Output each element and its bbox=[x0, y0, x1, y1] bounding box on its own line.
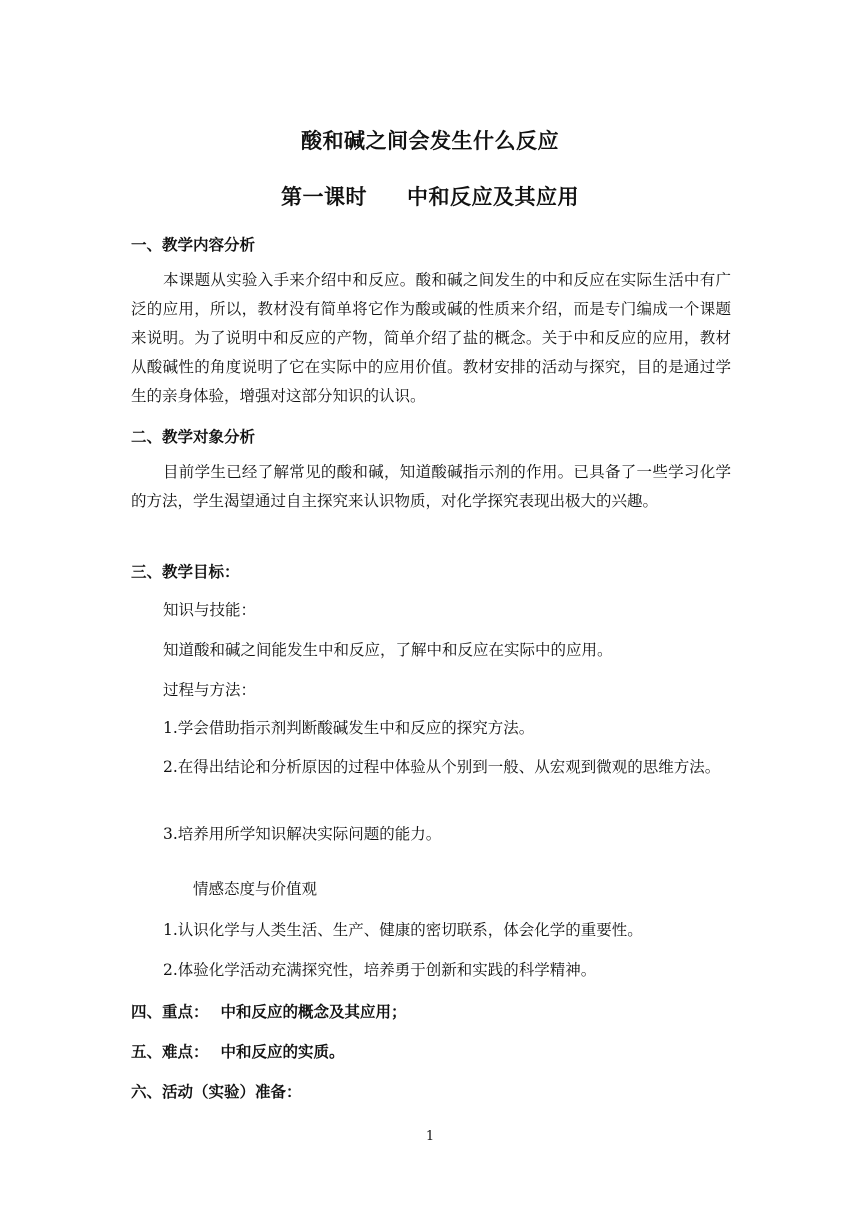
process-item-1: 1.学会借助指示剂判断酸碱发生中和反应的探究方法。 bbox=[163, 719, 535, 737]
document-subtitle bbox=[0, 181, 860, 211]
key-point-label: 四、重点： bbox=[131, 1003, 209, 1021]
section-heading-student-analysis: 二、教学对象分析 bbox=[131, 428, 256, 446]
emotion-item-2: 2.体验化学活动充满探究性，培养勇于创新和实践的科学精神。 bbox=[163, 961, 597, 979]
emotion-item-1: 1.认识化学与人类生活、生产、健康的密切联系，体会化学的重要性。 bbox=[163, 921, 643, 939]
process-item-3: 3.培养用所学知识解决实际问题的能力。 bbox=[163, 825, 442, 843]
lesson-label: 第一课时 bbox=[281, 185, 367, 209]
content-analysis-paragraph: 本课题从实验入手来介绍中和反应。酸和碱之间发生的中和反应在实际生活中有广泛的应用，所以，教材没有简单将它作为酸或碱的性质来介绍，而是专门编成一个课题来说明。为了说明中和反应的产物，简单介绍了盐的概念。关于中和反应的应用，教材从酸碱性的角度说明了它在实际中的应用价值。教材安排的活动与探究，目的是通过学生的亲身体验，增强对这部分知识的认识。 bbox=[131, 271, 731, 405]
section-heading-objectives: 三、教学目标： bbox=[131, 563, 240, 581]
knowledge-skills-item: 知道酸和碱之间能发生中和反应，了解中和反应在实际中的应用。 bbox=[163, 641, 613, 659]
lesson-topic: 中和反应及其应用 bbox=[407, 185, 579, 209]
difficulty-value: 中和反应的实质。 bbox=[220, 1043, 345, 1061]
difficulty-label: 五、难点： bbox=[131, 1043, 209, 1061]
key-point-value: 中和反应的概念及其应用； bbox=[220, 1003, 407, 1021]
key-point-row bbox=[131, 1000, 407, 1022]
knowledge-skills-label: 知识与技能： bbox=[163, 601, 257, 619]
section-heading-content-analysis: 一、教学内容分析 bbox=[131, 236, 256, 254]
process-item-2: 2.在得出结论和分析原因的过程中体验从个别到一般、从宏观到微观的思维方法。 bbox=[163, 758, 721, 776]
difficulty-row bbox=[131, 1040, 345, 1062]
emotion-values-label: 情感态度与价值观 bbox=[193, 880, 318, 898]
section-heading-preparation: 六、活动（实验）准备： bbox=[131, 1083, 302, 1101]
page-number: 1 bbox=[425, 1129, 435, 1144]
student-analysis-paragraph: 目前学生已经了解常见的酸和碱，知道酸碱指示剂的作用。已具备了一些学习化学的方法，学生渴望通过自主探究来认识物质，对化学探究表现出极大的兴趣。 bbox=[131, 463, 731, 510]
process-methods-label: 过程与方法： bbox=[163, 681, 257, 699]
document-title: 酸和碱之间会发生什么反应 bbox=[301, 129, 559, 153]
